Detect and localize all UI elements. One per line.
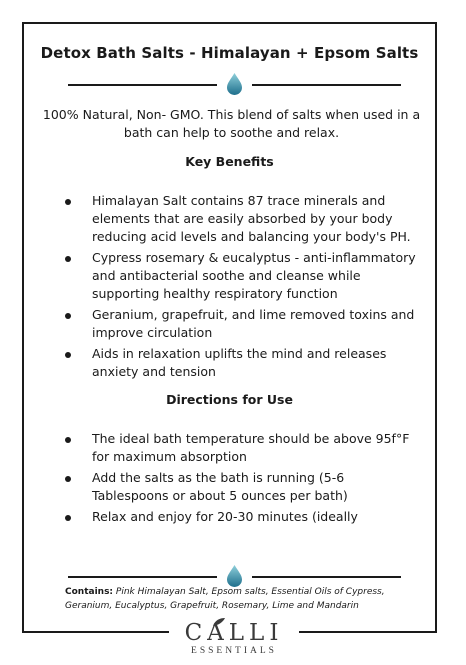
- intro-text: 100% Natural, Non- GMO. This blend of salts when used in a bath can help to soothe and relax.: [42, 107, 421, 140]
- contains-label: Contains:: [65, 587, 114, 597]
- page-title: Detox Bath Salts - Himalayan + Epsom Salts: [40, 44, 419, 62]
- bullet-icon: [65, 313, 71, 319]
- bullet-icon: [65, 352, 71, 358]
- list-item: Geranium, grapefruit, and lime removed toxins and improve circulation: [24, 306, 435, 342]
- brand-logo: [169, 620, 299, 660]
- directions-heading: Directions for Use: [166, 392, 293, 407]
- list-item: Add the salts as the bath is running (5-6 Tablespoons or about 5 ounces per bath): [24, 469, 435, 505]
- water-drop-icon: [222, 72, 247, 96]
- directions-list: [24, 430, 435, 529]
- list-item: Relax and enjoy for 20-30 minutes (ideally: [24, 508, 435, 526]
- bullet-icon: [65, 437, 71, 443]
- bullet-icon: [65, 515, 71, 521]
- contains-list: Pink Himalayan Salt, Epsom salts, Essential Oils of Cypress, Geranium, Eucalyptus, Grapefruit, Rosemary, Lime and Mandarin: [65, 587, 385, 611]
- ingredients-text: [65, 585, 395, 613]
- bullet-icon: [65, 476, 71, 482]
- product-card: [22, 22, 437, 633]
- brand-name: CALLI: [184, 620, 284, 646]
- list-item: The ideal bath temperature should be above 95f°F for maximum absorption: [24, 430, 435, 466]
- benefits-list: [24, 192, 435, 384]
- list-item: Aids in relaxation uplifts the mind and releases anxiety and tension: [24, 345, 435, 381]
- brand-subtitle: ESSENTIALS: [191, 646, 277, 656]
- key-benefits-heading: Key Benefits: [185, 154, 274, 169]
- bullet-icon: [65, 199, 71, 205]
- list-item: Cypress rosemary & eucalyptus - anti-inflammatory and antibacterial soothe and cleanse while supporting healthy respiratory function: [24, 249, 435, 303]
- top-divider: [68, 72, 401, 96]
- bullet-icon: [65, 256, 71, 262]
- list-item: Himalayan Salt contains 87 trace minerals and elements that are easily absorbed by your body reducing acid levels and balancing your body's PH.: [24, 192, 435, 246]
